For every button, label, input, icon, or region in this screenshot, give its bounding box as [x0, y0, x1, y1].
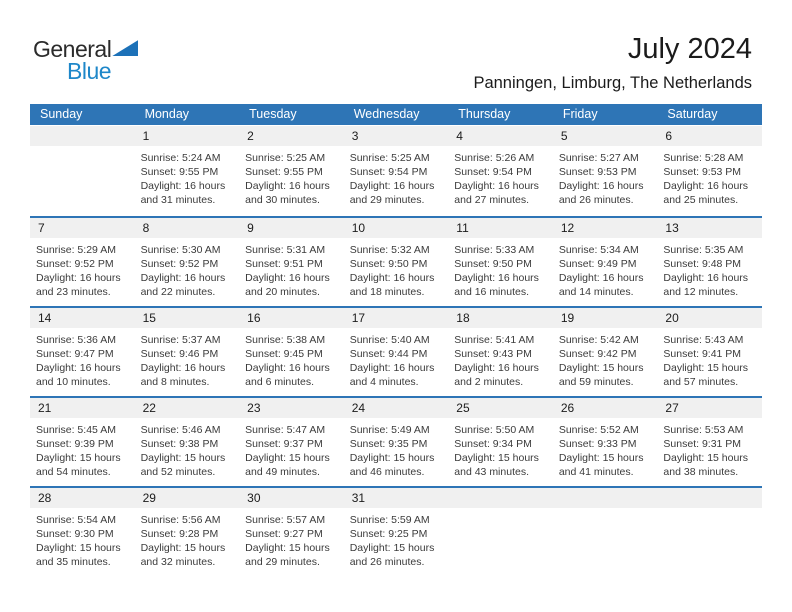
sunrise-line: Sunrise: 5:27 AM	[558, 152, 639, 164]
daylight-line: Daylight: 16 hours	[349, 272, 435, 284]
daylight-line: Daylight: 16 hours	[245, 180, 330, 192]
sunrise-line: Sunrise: 5:25 AM	[245, 152, 326, 164]
sunrise-line: Sunrise: 5:50 AM	[454, 424, 535, 436]
day-details-4	[448, 146, 553, 207]
daylight-line: Daylight: 15 hours	[140, 452, 226, 464]
daylight-line: Daylight: 15 hours	[245, 542, 330, 554]
day-number-4: 4	[456, 129, 463, 143]
day-number-31: 31	[351, 491, 366, 505]
day-number-24: 24	[351, 401, 366, 415]
day-details-15	[135, 328, 240, 389]
logo-text-general: General	[33, 36, 112, 62]
daylight-line: Daylight: 16 hours	[36, 272, 121, 284]
daylight-line: and 14 minutes.	[558, 286, 634, 298]
day-number-11: 11	[456, 221, 469, 235]
daylight-line: Daylight: 16 hours	[349, 180, 435, 192]
day-number-9: 9	[247, 221, 254, 235]
sunset-line: Sunset: 9:44 PM	[349, 348, 428, 360]
sunset-line: Sunset: 9:38 PM	[140, 438, 219, 450]
sunrise-line: Sunrise: 5:41 AM	[454, 334, 535, 346]
sunset-line: Sunset: 9:48 PM	[663, 258, 742, 270]
sunset-line: Sunset: 9:41 PM	[663, 348, 742, 360]
daylight-line: and 57 minutes.	[663, 376, 739, 388]
sunset-line: Sunset: 9:30 PM	[36, 528, 114, 540]
day-number-23: 23	[247, 401, 261, 415]
daylight-line: Daylight: 16 hours	[454, 272, 539, 284]
daylight-line: and 30 minutes.	[245, 194, 320, 206]
empty-day-cell	[30, 126, 135, 146]
day-details-31	[344, 508, 449, 569]
sunset-line: Sunset: 9:31 PM	[663, 438, 742, 450]
daylight-line: Daylight: 16 hours	[140, 180, 226, 192]
sunset-line: Sunset: 9:53 PM	[663, 166, 742, 178]
sunrise-line: Sunrise: 5:54 AM	[36, 514, 116, 526]
daylight-line: and 43 minutes.	[454, 466, 529, 478]
sunrise-line: Sunrise: 5:59 AM	[349, 514, 430, 526]
day-details-5	[553, 146, 658, 207]
daylight-line: Daylight: 16 hours	[558, 272, 644, 284]
empty-day-details	[657, 508, 762, 569]
daylight-line: and 29 minutes.	[349, 194, 425, 206]
daylight-line: and 18 minutes.	[349, 286, 425, 298]
daylight-line: and 10 minutes.	[36, 376, 111, 388]
daylight-line: and 31 minutes.	[140, 194, 216, 206]
daylight-line: Daylight: 16 hours	[140, 362, 226, 374]
week-row-2	[30, 216, 762, 306]
daylight-line: Daylight: 15 hours	[663, 452, 749, 464]
day-details-9	[239, 238, 344, 299]
day-number-20: 20	[665, 311, 679, 325]
weekday-header-saturday: Saturday	[667, 107, 718, 121]
day-number-10: 10	[351, 221, 366, 235]
daylight-line: Daylight: 15 hours	[558, 362, 644, 374]
week-row-1	[30, 126, 762, 216]
day-number-13: 13	[665, 221, 679, 235]
empty-day-cell	[657, 488, 762, 508]
day-number-15: 15	[142, 311, 156, 325]
day-details-21	[30, 418, 135, 479]
day-number-29: 29	[142, 491, 156, 505]
daylight-line: Daylight: 16 hours	[245, 272, 330, 284]
day-details-28	[30, 508, 135, 569]
sunset-line: Sunset: 9:34 PM	[454, 438, 532, 450]
daylight-line: and 6 minutes.	[245, 376, 315, 388]
daylight-line: and 52 minutes.	[140, 466, 216, 478]
week-row-4	[30, 396, 762, 486]
daylight-line: and 27 minutes.	[454, 194, 529, 206]
day-details-12	[553, 238, 658, 299]
sunrise-line: Sunrise: 5:46 AM	[140, 424, 221, 436]
daylight-line: and 35 minutes.	[36, 556, 111, 568]
day-number-16: 16	[247, 311, 261, 325]
day-number-6: 6	[665, 129, 673, 143]
empty-day-cell	[448, 488, 553, 508]
sunrise-line: Sunrise: 5:35 AM	[663, 244, 744, 256]
day-details-23	[239, 418, 344, 479]
day-number-28: 28	[38, 491, 52, 505]
daylight-line: Daylight: 15 hours	[558, 452, 644, 464]
page-subtitle: Panningen, Limburg, The Netherlands	[473, 74, 752, 92]
daylight-line: and 54 minutes.	[36, 466, 111, 478]
empty-day-cell	[553, 488, 658, 508]
sunrise-line: Sunrise: 5:34 AM	[558, 244, 639, 256]
daylight-line: Daylight: 16 hours	[349, 362, 435, 374]
sunrise-line: Sunrise: 5:42 AM	[558, 334, 639, 346]
day-details-18	[448, 328, 553, 389]
sunrise-line: Sunrise: 5:33 AM	[454, 244, 535, 256]
sunset-line: Sunset: 9:25 PM	[349, 528, 428, 540]
day-number-8: 8	[142, 221, 150, 235]
logo-triangle-icon	[112, 40, 138, 56]
sunrise-line: Sunrise: 5:45 AM	[36, 424, 116, 436]
day-number-18: 18	[456, 311, 470, 325]
daylight-line: and 32 minutes.	[140, 556, 216, 568]
sunrise-line: Sunrise: 5:47 AM	[245, 424, 326, 436]
sunset-line: Sunset: 9:37 PM	[245, 438, 323, 450]
day-details-19	[553, 328, 658, 389]
day-details-16	[239, 328, 344, 389]
day-details-3	[344, 146, 449, 207]
daylight-line: Daylight: 16 hours	[454, 180, 539, 192]
daylight-line: Daylight: 15 hours	[36, 542, 121, 554]
empty-day-details	[30, 146, 135, 207]
sunrise-line: Sunrise: 5:24 AM	[140, 152, 221, 164]
sunset-line: Sunset: 9:54 PM	[454, 166, 532, 178]
calendar-weeks	[30, 126, 762, 576]
sunrise-line: Sunrise: 5:49 AM	[349, 424, 430, 436]
daylight-line: Daylight: 16 hours	[245, 362, 330, 374]
daylight-line: and 12 minutes.	[663, 286, 739, 298]
sunrise-line: Sunrise: 5:37 AM	[140, 334, 221, 346]
day-number-5: 5	[560, 129, 568, 143]
daylight-line: Daylight: 16 hours	[558, 180, 644, 192]
sunset-line: Sunset: 9:51 PM	[245, 258, 323, 270]
day-details-17	[344, 328, 449, 389]
day-details-14	[30, 328, 135, 389]
daylight-line: and 46 minutes.	[349, 466, 425, 478]
calendar-table	[30, 104, 762, 576]
sunrise-line: Sunrise: 5:29 AM	[36, 244, 116, 256]
sunset-line: Sunset: 9:33 PM	[558, 438, 637, 450]
sunset-line: Sunset: 9:49 PM	[558, 258, 637, 270]
daylight-line: and 2 minutes.	[454, 376, 524, 388]
general-blue-logo	[33, 36, 138, 84]
daylight-line: Daylight: 15 hours	[454, 452, 539, 464]
day-details-22	[135, 418, 240, 479]
sunset-line: Sunset: 9:50 PM	[349, 258, 428, 270]
day-number-27: 27	[665, 401, 679, 415]
day-number-14: 14	[38, 311, 52, 325]
week-row-5	[30, 486, 762, 576]
day-details-25	[448, 418, 553, 479]
daylight-line: Daylight: 16 hours	[36, 362, 121, 374]
sunrise-line: Sunrise: 5:30 AM	[140, 244, 221, 256]
sunrise-line: Sunrise: 5:38 AM	[245, 334, 326, 346]
day-details-1	[135, 146, 240, 207]
weekday-header-friday: Friday	[562, 107, 598, 121]
weekday-header-monday: Monday	[144, 107, 190, 121]
daylight-line: and 20 minutes.	[245, 286, 320, 298]
day-details-29	[135, 508, 240, 569]
sunset-line: Sunset: 9:28 PM	[140, 528, 219, 540]
day-number-26: 26	[560, 401, 575, 415]
daylight-line: Daylight: 16 hours	[140, 272, 226, 284]
daylight-line: Daylight: 15 hours	[663, 362, 749, 374]
daylight-line: Daylight: 15 hours	[349, 452, 435, 464]
daylight-line: and 23 minutes.	[36, 286, 111, 298]
daylight-line: and 26 minutes.	[558, 194, 634, 206]
day-number-3: 3	[351, 129, 359, 143]
day-details-30	[239, 508, 344, 569]
sunrise-line: Sunrise: 5:32 AM	[349, 244, 430, 256]
day-details-7	[30, 238, 135, 299]
day-details-11	[448, 238, 553, 299]
daylight-line: Daylight: 15 hours	[245, 452, 330, 464]
sunrise-line: Sunrise: 5:40 AM	[349, 334, 430, 346]
weekday-header-thursday: Thursday	[458, 107, 511, 121]
daylight-line: Daylight: 16 hours	[454, 362, 539, 374]
day-details-26	[553, 418, 658, 479]
day-details-20	[657, 328, 762, 389]
sunset-line: Sunset: 9:55 PM	[140, 166, 219, 178]
day-number-17: 17	[351, 311, 366, 325]
daylight-line: and 26 minutes.	[349, 556, 425, 568]
day-number-22: 22	[142, 401, 156, 415]
day-number-2: 2	[247, 129, 254, 143]
sunrise-line: Sunrise: 5:52 AM	[558, 424, 639, 436]
day-number-21: 21	[38, 401, 52, 415]
sunrise-line: Sunrise: 5:31 AM	[245, 244, 326, 256]
daylight-line: Daylight: 15 hours	[36, 452, 121, 464]
sunrise-line: Sunrise: 5:36 AM	[36, 334, 116, 346]
weekday-header-wednesday: Wednesday	[353, 107, 420, 121]
title-block	[473, 32, 752, 93]
daylight-line: and 22 minutes.	[140, 286, 216, 298]
day-details-27	[657, 418, 762, 479]
daylight-line: Daylight: 15 hours	[140, 542, 226, 554]
daylight-line: and 25 minutes.	[663, 194, 739, 206]
page-title: July 2024	[627, 33, 752, 65]
daylight-line: Daylight: 16 hours	[663, 272, 749, 284]
sunrise-line: Sunrise: 5:28 AM	[663, 152, 744, 164]
day-number-19: 19	[560, 311, 575, 325]
daylight-line: and 59 minutes.	[558, 376, 634, 388]
day-number-7: 7	[38, 221, 45, 235]
sunset-line: Sunset: 9:52 PM	[36, 258, 114, 270]
empty-day-details	[553, 508, 658, 569]
daylight-line: and 41 minutes.	[558, 466, 634, 478]
sunset-line: Sunset: 9:46 PM	[140, 348, 219, 360]
sunset-line: Sunset: 9:42 PM	[558, 348, 637, 360]
week-row-3	[30, 306, 762, 396]
day-details-13	[657, 238, 762, 299]
day-number-12: 12	[560, 221, 575, 235]
daylight-line: and 49 minutes.	[245, 466, 320, 478]
day-number-30: 30	[247, 491, 261, 505]
daylight-line: and 29 minutes.	[245, 556, 320, 568]
weekday-header-row	[30, 104, 762, 125]
sunrise-line: Sunrise: 5:43 AM	[663, 334, 744, 346]
sunrise-line: Sunrise: 5:56 AM	[140, 514, 221, 526]
sunrise-line: Sunrise: 5:25 AM	[349, 152, 430, 164]
sunset-line: Sunset: 9:52 PM	[140, 258, 219, 270]
sunset-line: Sunset: 9:50 PM	[454, 258, 532, 270]
weekday-header-tuesday: Tuesday	[249, 107, 297, 121]
sunrise-line: Sunrise: 5:53 AM	[663, 424, 744, 436]
sunset-line: Sunset: 9:45 PM	[245, 348, 323, 360]
daylight-line: and 16 minutes.	[454, 286, 529, 298]
empty-day-details	[448, 508, 553, 569]
sunrise-line: Sunrise: 5:57 AM	[245, 514, 326, 526]
daylight-line: Daylight: 16 hours	[663, 180, 749, 192]
daylight-line: and 38 minutes.	[663, 466, 739, 478]
sunset-line: Sunset: 9:53 PM	[558, 166, 637, 178]
sunset-line: Sunset: 9:43 PM	[454, 348, 532, 360]
logo-text-blue: Blue	[67, 58, 112, 84]
sunset-line: Sunset: 9:27 PM	[245, 528, 323, 540]
day-number-1: 1	[142, 129, 150, 143]
sunset-line: Sunset: 9:35 PM	[349, 438, 428, 450]
day-details-8	[135, 238, 240, 299]
daylight-line: and 8 minutes.	[140, 376, 210, 388]
sunset-line: Sunset: 9:54 PM	[349, 166, 428, 178]
sunset-line: Sunset: 9:39 PM	[36, 438, 114, 450]
weekday-header-sunday: Sunday	[40, 107, 83, 121]
day-details-10	[344, 238, 449, 299]
day-details-2	[239, 146, 344, 207]
sunset-line: Sunset: 9:47 PM	[36, 348, 114, 360]
day-details-6	[657, 146, 762, 207]
day-details-24	[344, 418, 449, 479]
sunset-line: Sunset: 9:55 PM	[245, 166, 323, 178]
daylight-line: Daylight: 15 hours	[349, 542, 435, 554]
sunrise-line: Sunrise: 5:26 AM	[454, 152, 535, 164]
day-number-25: 25	[456, 401, 470, 415]
daylight-line: and 4 minutes.	[349, 376, 419, 388]
